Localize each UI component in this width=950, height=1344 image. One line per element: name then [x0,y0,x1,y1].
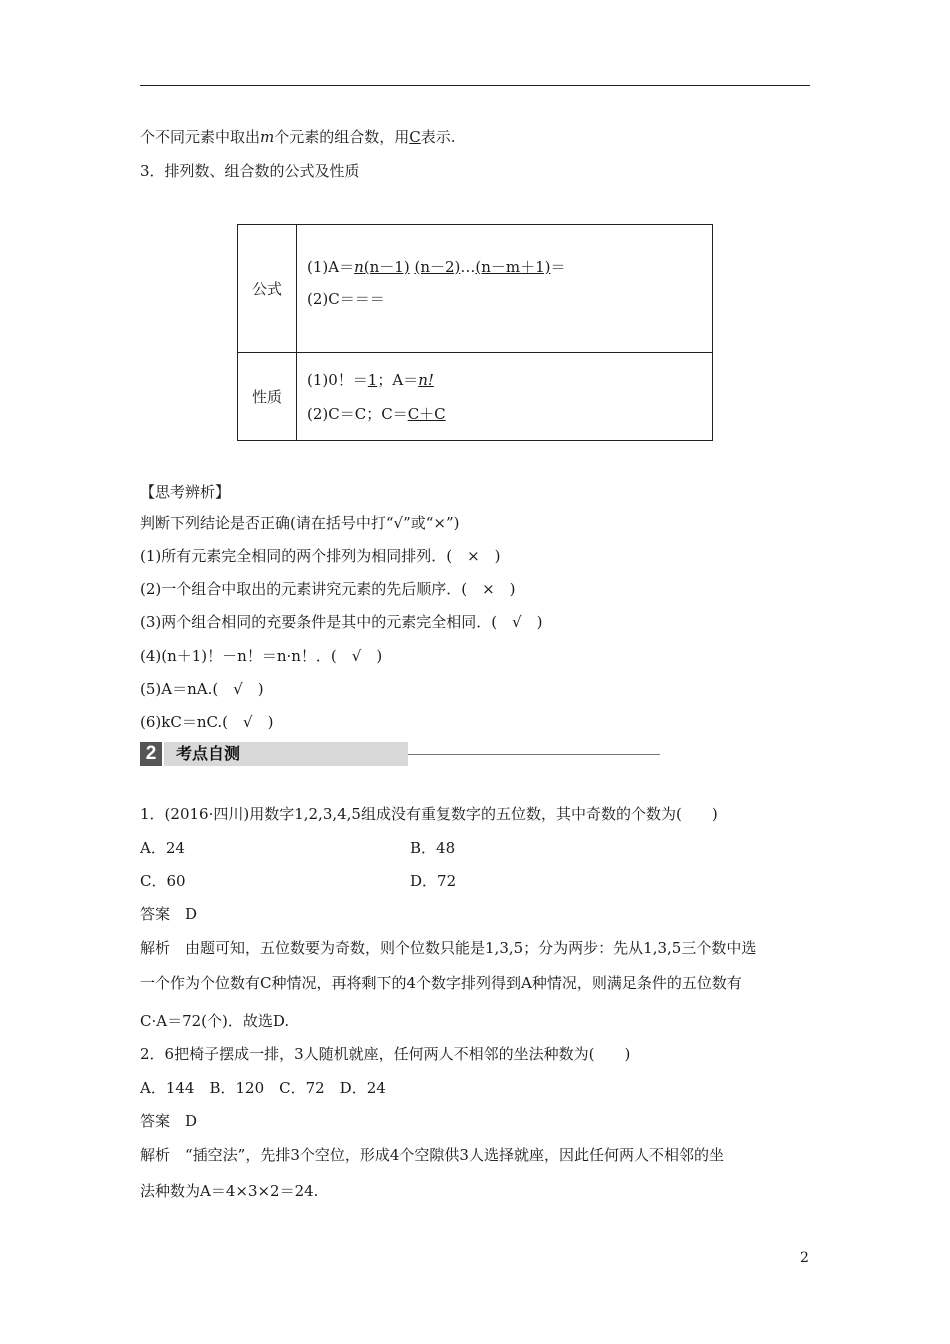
formula-label: 公式 [238,225,297,353]
think-item-4: (4)(n＋1)！－n！＝n·n！．( √ ) [140,647,383,665]
q1-analysis-3: C·A＝72(个)．故选D. [140,1012,290,1030]
think-title: 【思考辨析】 [140,483,231,501]
think-item-5: (5)A＝nA.( √ ) [140,680,264,698]
think-intro: 判断下列结论是否正确(请在括号中打“√”或“×”) [140,514,460,532]
formula-table [237,224,713,441]
formula-line-1: (1)A＝n(n－1) (n－2)…(n－m＋1)＝ [307,258,566,276]
section2-number: 2 [140,742,162,766]
q1-option-d: D．72 [410,872,457,890]
intro-line: 个不同元素中取出m个元素的组合数，用C表示. [140,128,456,146]
header-rule [140,85,810,86]
q1-option-c: C．60 [140,872,186,890]
q2-stem: 2．6把椅子摆成一排，3人随机就座，任何两人不相邻的坐法种数为( ) [140,1045,631,1063]
think-item-2: (2)一个组合中取出的元素讲究元素的先后顺序．( × ) [140,580,516,598]
q2-analysis-1: 解析 “插空法”，先排3个空位，形成4个空隙供3人选择就座，因此任何两人不相邻的坐 [140,1146,724,1164]
q1-option-b: B．48 [410,839,456,857]
q1-answer: 答案 D [140,905,198,923]
property-line-2: (2)C＝C；C＝C＋C [307,404,446,423]
q1-stem: 1．(2016·四川)用数字1,2,3,4,5组成没有重复数字的五位数，其中奇数的个数为( ) [140,805,718,823]
section2-title: 考点自测 [164,742,408,766]
property-line-1: (1)0！＝1；A＝n! [307,370,434,389]
q2-analysis-2: 法种数为A＝4×3×2＝24. [140,1182,319,1200]
property-label: 性质 [238,353,297,441]
q1-analysis-2: 一个作为个位数有C种情况，再将剩下的4个数字排列得到A种情况，则满足条件的五位数有 [140,974,742,992]
q2-options: A．144 B．120 C．72 D．24 [140,1079,386,1097]
q2-answer: 答案 D [140,1112,198,1130]
think-item-6: (6)kC＝nC.( √ ) [140,713,274,731]
q1-option-a: A．24 [140,839,185,857]
formula-line-2: (2)C＝＝＝ [307,290,385,308]
think-item-1: (1)所有元素完全相同的两个排列为相同排列．( × ) [140,547,501,565]
section3-title: 3．排列数、组合数的公式及性质 [140,162,360,180]
section2-rule [408,754,660,755]
think-item-3: (3)两个组合相同的充要条件是其中的元素完全相同．( √ ) [140,613,543,631]
page-number: 2 [800,1250,809,1266]
q1-analysis-1: 解析 由题可知，五位数要为奇数，则个位数只能是1,3,5；分为两步：先从1,3,5三个数中选 [140,939,757,957]
